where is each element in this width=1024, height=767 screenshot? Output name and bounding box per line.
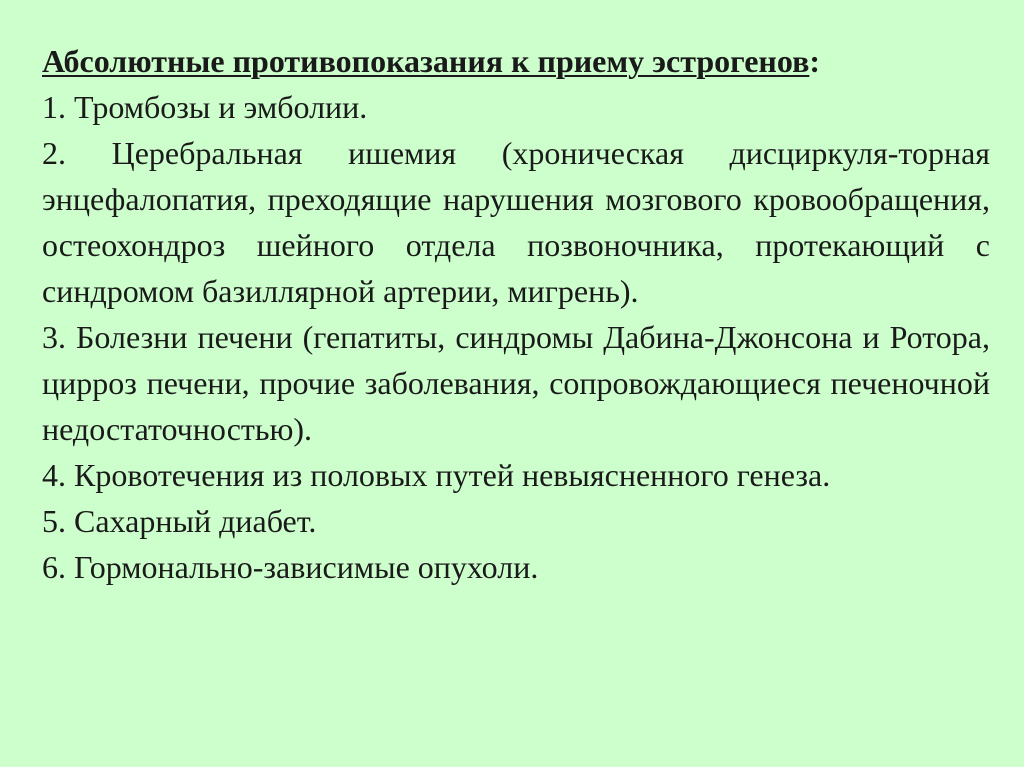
- list-item-3: [42, 314, 990, 452]
- heading-colon: :: [809, 43, 820, 79]
- list-item-number: 3.: [42, 319, 66, 355]
- list-item-number: 6.: [42, 549, 66, 585]
- list-item-text: Гормонально-зависимые опухоли.: [74, 549, 539, 585]
- list-item-number: 2.: [42, 135, 66, 171]
- list-item-text: Церебральная ишемия (хроническая дисциркуля-торная энцефалопатия, преходящие нарушения мозгового кровообращения, остеохондроз шейного отдела позвоночника, протекающий с синдромом базиллярной артерии, мигрень).: [42, 135, 991, 309]
- list-item-2: [42, 130, 990, 314]
- heading-text: Абсолютные противопоказания к приему эстрогенов: [42, 43, 810, 79]
- list-item-number: 5.: [42, 503, 66, 539]
- list-item-6: [42, 544, 990, 590]
- list-item-5: [42, 498, 990, 544]
- list-item-text: Сахарный диабет.: [74, 503, 317, 539]
- list-item-text: Тромбозы и эмболии.: [74, 89, 368, 125]
- list-item-4: [42, 452, 990, 498]
- list-item-text: Болезни печени (гепатиты, синдромы Дабина-Джонсона и Ротора, цирроз печени, прочие заболевания, сопровождающиеся печеночной недостаточностью).: [42, 319, 991, 447]
- list-item-1: [42, 84, 990, 130]
- slide-content: [42, 38, 990, 590]
- list-item-number: 4.: [42, 457, 66, 493]
- list-item-number: 1.: [42, 89, 66, 125]
- slide-heading: [42, 38, 990, 84]
- list-item-text: Кровотечения из половых путей невыясненного генеза.: [74, 457, 831, 493]
